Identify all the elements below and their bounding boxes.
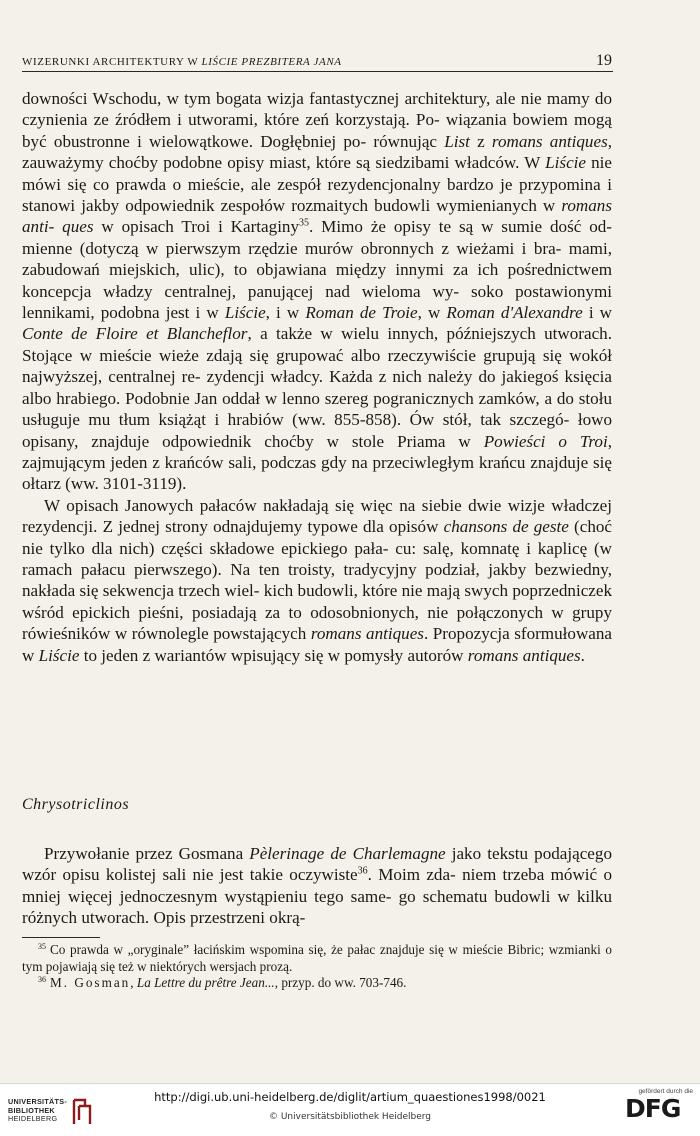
dfg-wordmark: DFG <box>625 1094 681 1123</box>
paragraph-2: W opisach Janowych pałaców nakładają się więc na siebie dwie wizje władczej rezydencji. Z jednej strony odnajdujemy typowe dla opisów chansons de geste (choć nie tylko dla nich) części składowe epickiego pała- cu: salę, komnatę i kaplicę (w ramach pałacu pierwszego). Na ten troisty, tradycyjny podział, jakby bezwiedny, nakłada się sekwencja trzech wiel- kich budowli, które nie mają swych poprzedniczek wśród epickich pieśni, posiadają za to odosobnionych, nie połączonych w grupy rówieśników w równolegle powstających romans antiques. Propozycja sformułowana w Liście to jeden z wariantów wpisujący się w pomysły autorów romans antiques. <box>22 495 613 665</box>
page-number: 19 <box>596 52 612 69</box>
footnote-ref-36[interactable]: 36 <box>357 865 368 877</box>
section-heading: Chrysotriclinos <box>22 796 130 813</box>
section-text <box>22 843 612 929</box>
footnote-ref-35[interactable]: 35 <box>299 217 310 229</box>
dfg-logo[interactable] <box>625 1088 693 1132</box>
footnote-rule <box>22 937 100 938</box>
footnote-35: $^{35}$ Co prawda w „oryginale” łacińskim wspomina się, że pałac znajduje się w mieście Bibric; wzmianki o tym pojawiają się też w niektórych wersjach prozą. <box>22 941 612 974</box>
funded-by-label: gefördert durch die <box>638 1088 693 1095</box>
main-text <box>22 88 612 666</box>
library-name: UNIVERSITÄTS- BIBLIOTHEK HEIDELBERG <box>8 1097 68 1124</box>
footnote-36: $^{36}$ M. Gosman, La Lettre du prêtre Jean..., przyp. do ww. 703-746. <box>38 974 407 990</box>
header-rule <box>22 71 613 72</box>
copyright-notice: © Universitätsbibliothek Heidelberg <box>268 1112 431 1122</box>
running-head-title: WIZERUNKI ARCHITEKTURY W LIŚCIE PREZBITERA JANA <box>22 56 342 68</box>
paragraph-3: Przywołanie przez Gosmana Pèlerinage de Charlemagne jako tekstu podającego wzór opisu kolistej sali nie jest takie oczywiste$^{36}$. Moim zda- niem trzeba mówić o mniej więcej jednoczesnym wystąpieniu tego same- go schematu budowli w kilku różnych utworach. Opis przestrzeni okrą- <box>22 844 613 928</box>
footnotes <box>22 942 612 992</box>
running-head <box>22 52 612 70</box>
permalink[interactable]: http://digi.ub.uni-heidelberg.de/diglit/artium_quaestiones1998/0021 <box>154 1090 546 1104</box>
paragraph-1: downości Wschodu, w tym bogata wizja fantastycznej architektury, ale nie mamy do czynienia ze źródłem i utworami, które zeń korzystają. Po- wiązania bowiem mogą być obustronne i wielowątkowe. Dogłębniej po- równując List z romans antiques, zauważymy choćby podobne opisy miast, które są siedzibami władców. W Liście nie mówi się co prawda o mieście, ale zespół rezydencjonalny bardzo je przypomina i stanowi jakby odpowiednik zespołów rozmaitych budowli wymienianych w romans anti- ques w opisach Troi i Kartaginy$^{35}$. Mimo że opisy te są w sumie dość od- mienne (dotyczą w pierwszym rzędzie murów obronnych z wieżami i bra- mami, zabudowań miejskich, ulic), to objawiana między innymi za ich pośrednictwem koncepcja władzy centralnej, panującej nad wieloma wy- soko postawionymi lennikami, podobna jest i w Liście, i w Roman de Troie, w Roman d'Alexandre i w Conte de Floire et Blancheflor, a także w wielu innych, późniejszych utworach. Stojące w mieście wieże zdają się grupować albo rzeczywiście grupują się wokół najwyższej, centralnej re- zydencji władcy. Każda z nich należy do jakiegoś księcia albo hrabiego. Podobnie Jan oddał w lenno szereg pogranicznych zamków, a do stołu usługuje mu tłum książąt i hrabiów (ww. 855-858). Ów stół, tak szczegó- łowo opisany, znajduje odpowiednik choćby w stole Priama w Powieści o Troi, zajmującym jeden z krańców sali, podczas gdy na przeciwległym krańcu znajduje się ołtarz (ww. 3101-3119). <box>22 89 613 494</box>
